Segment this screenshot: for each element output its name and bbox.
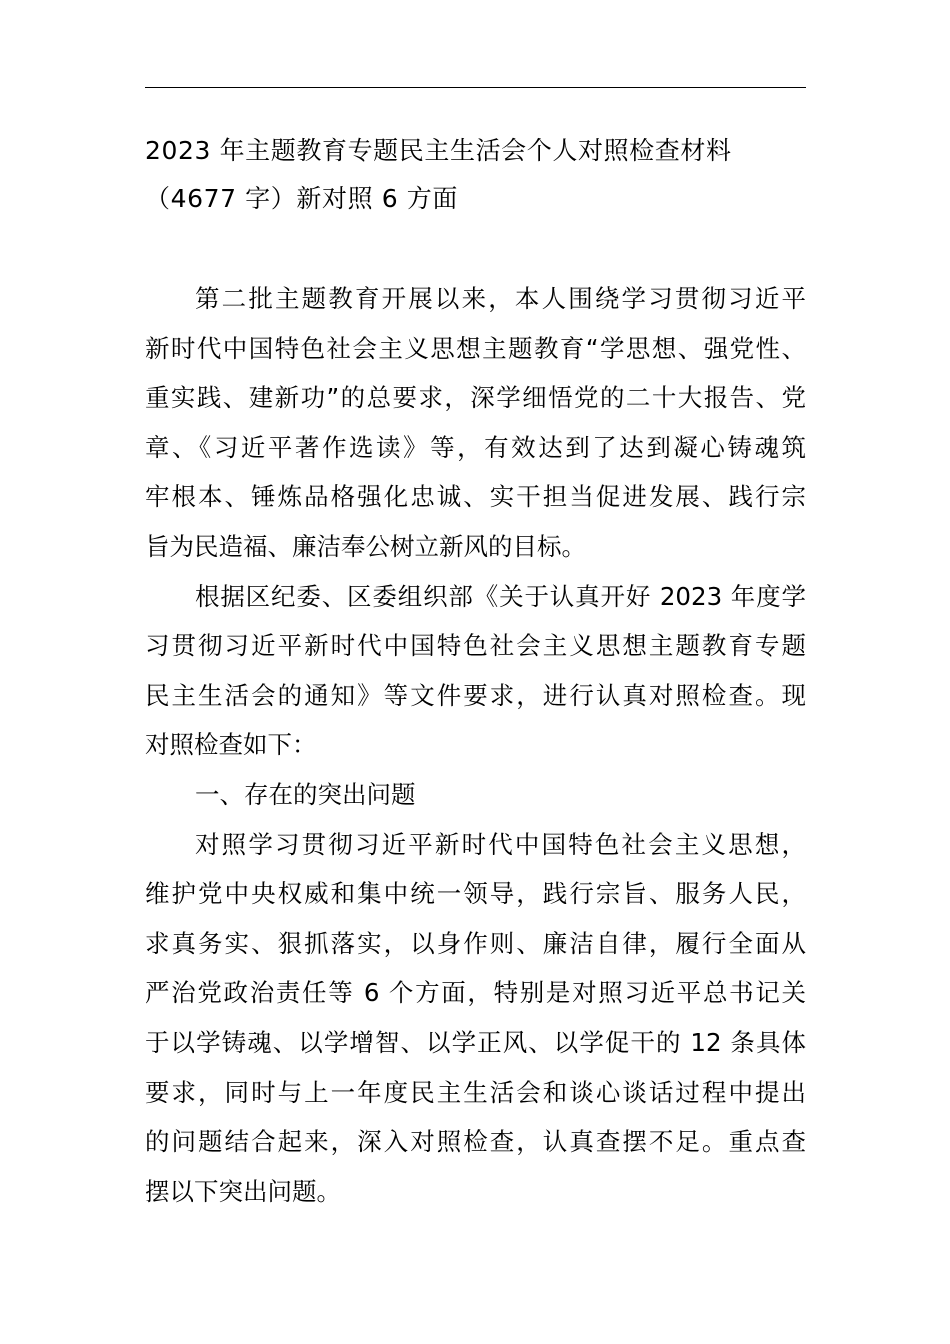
text-line: 的问题结合起来，深入对照检查，认真查摆不足。重点查 xyxy=(145,1127,806,1157)
text-line: 习贯彻习近平新时代中国特色社会主义思想主题教育专题 xyxy=(145,631,806,661)
paragraph-intro xyxy=(145,274,806,572)
text-line: 严治党政治责任等 6 个方面，特别是对照习近平总书记关 xyxy=(145,978,806,1008)
title-line: 2023 年主题教育专题民主生活会个人对照检查材料 xyxy=(145,136,732,165)
section-heading xyxy=(145,770,806,820)
paragraph-basis xyxy=(145,572,806,770)
text-line: 章、《习近平著作选读》等，有效达到了达到凝心铸魂筑 xyxy=(145,432,806,462)
text-line: 重实践、建新功”的总要求，深学细悟党的二十大报告、党 xyxy=(145,383,806,413)
text-line: 求真务实、狠抓落实，以身作则、廉洁自律，履行全面从 xyxy=(145,928,806,958)
text-line: 新时代中国特色社会主义思想主题教育“学思想、强党性、 xyxy=(145,333,806,363)
text-line: 根据区纪委、区委组织部《关于认真开好 2023 年度学 xyxy=(195,581,806,611)
text-line: 维护党中央权威和集中统一领导，践行宗旨、服务人民， xyxy=(145,879,806,909)
text-line: 一、存在的突出问题 xyxy=(195,779,416,809)
text-line: 摆以下突出问题。 xyxy=(145,1176,341,1206)
text-line: 对照学习贯彻习近平新时代中国特色社会主义思想， xyxy=(195,829,806,859)
text-line: 民主生活会的通知》等文件要求，进行认真对照检查。现 xyxy=(145,680,806,710)
text-line: 要求，同时与上一年度民主生活会和谈心谈话过程中提出 xyxy=(145,1077,806,1107)
document-body xyxy=(145,274,806,1216)
text-line: 于以学铸魂、以学增智、以学正风、以学促干的 12 条具体 xyxy=(145,1027,806,1057)
header-rule xyxy=(145,87,806,88)
paragraph-issues xyxy=(145,820,806,1217)
title-line: （4677 字）新对照 6 方面 xyxy=(145,184,458,213)
document-title xyxy=(145,127,806,223)
text-line: 旨为民造福、廉洁奉公树立新风的目标。 xyxy=(145,531,586,561)
text-line: 对照检查如下： xyxy=(145,730,317,760)
text-line: 第二批主题教育开展以来，本人围绕学习贯彻习近平 xyxy=(195,284,806,313)
text-line: 牢根本、锤炼品格强化忠诚、实干担当促进发展、践行宗 xyxy=(145,482,806,512)
